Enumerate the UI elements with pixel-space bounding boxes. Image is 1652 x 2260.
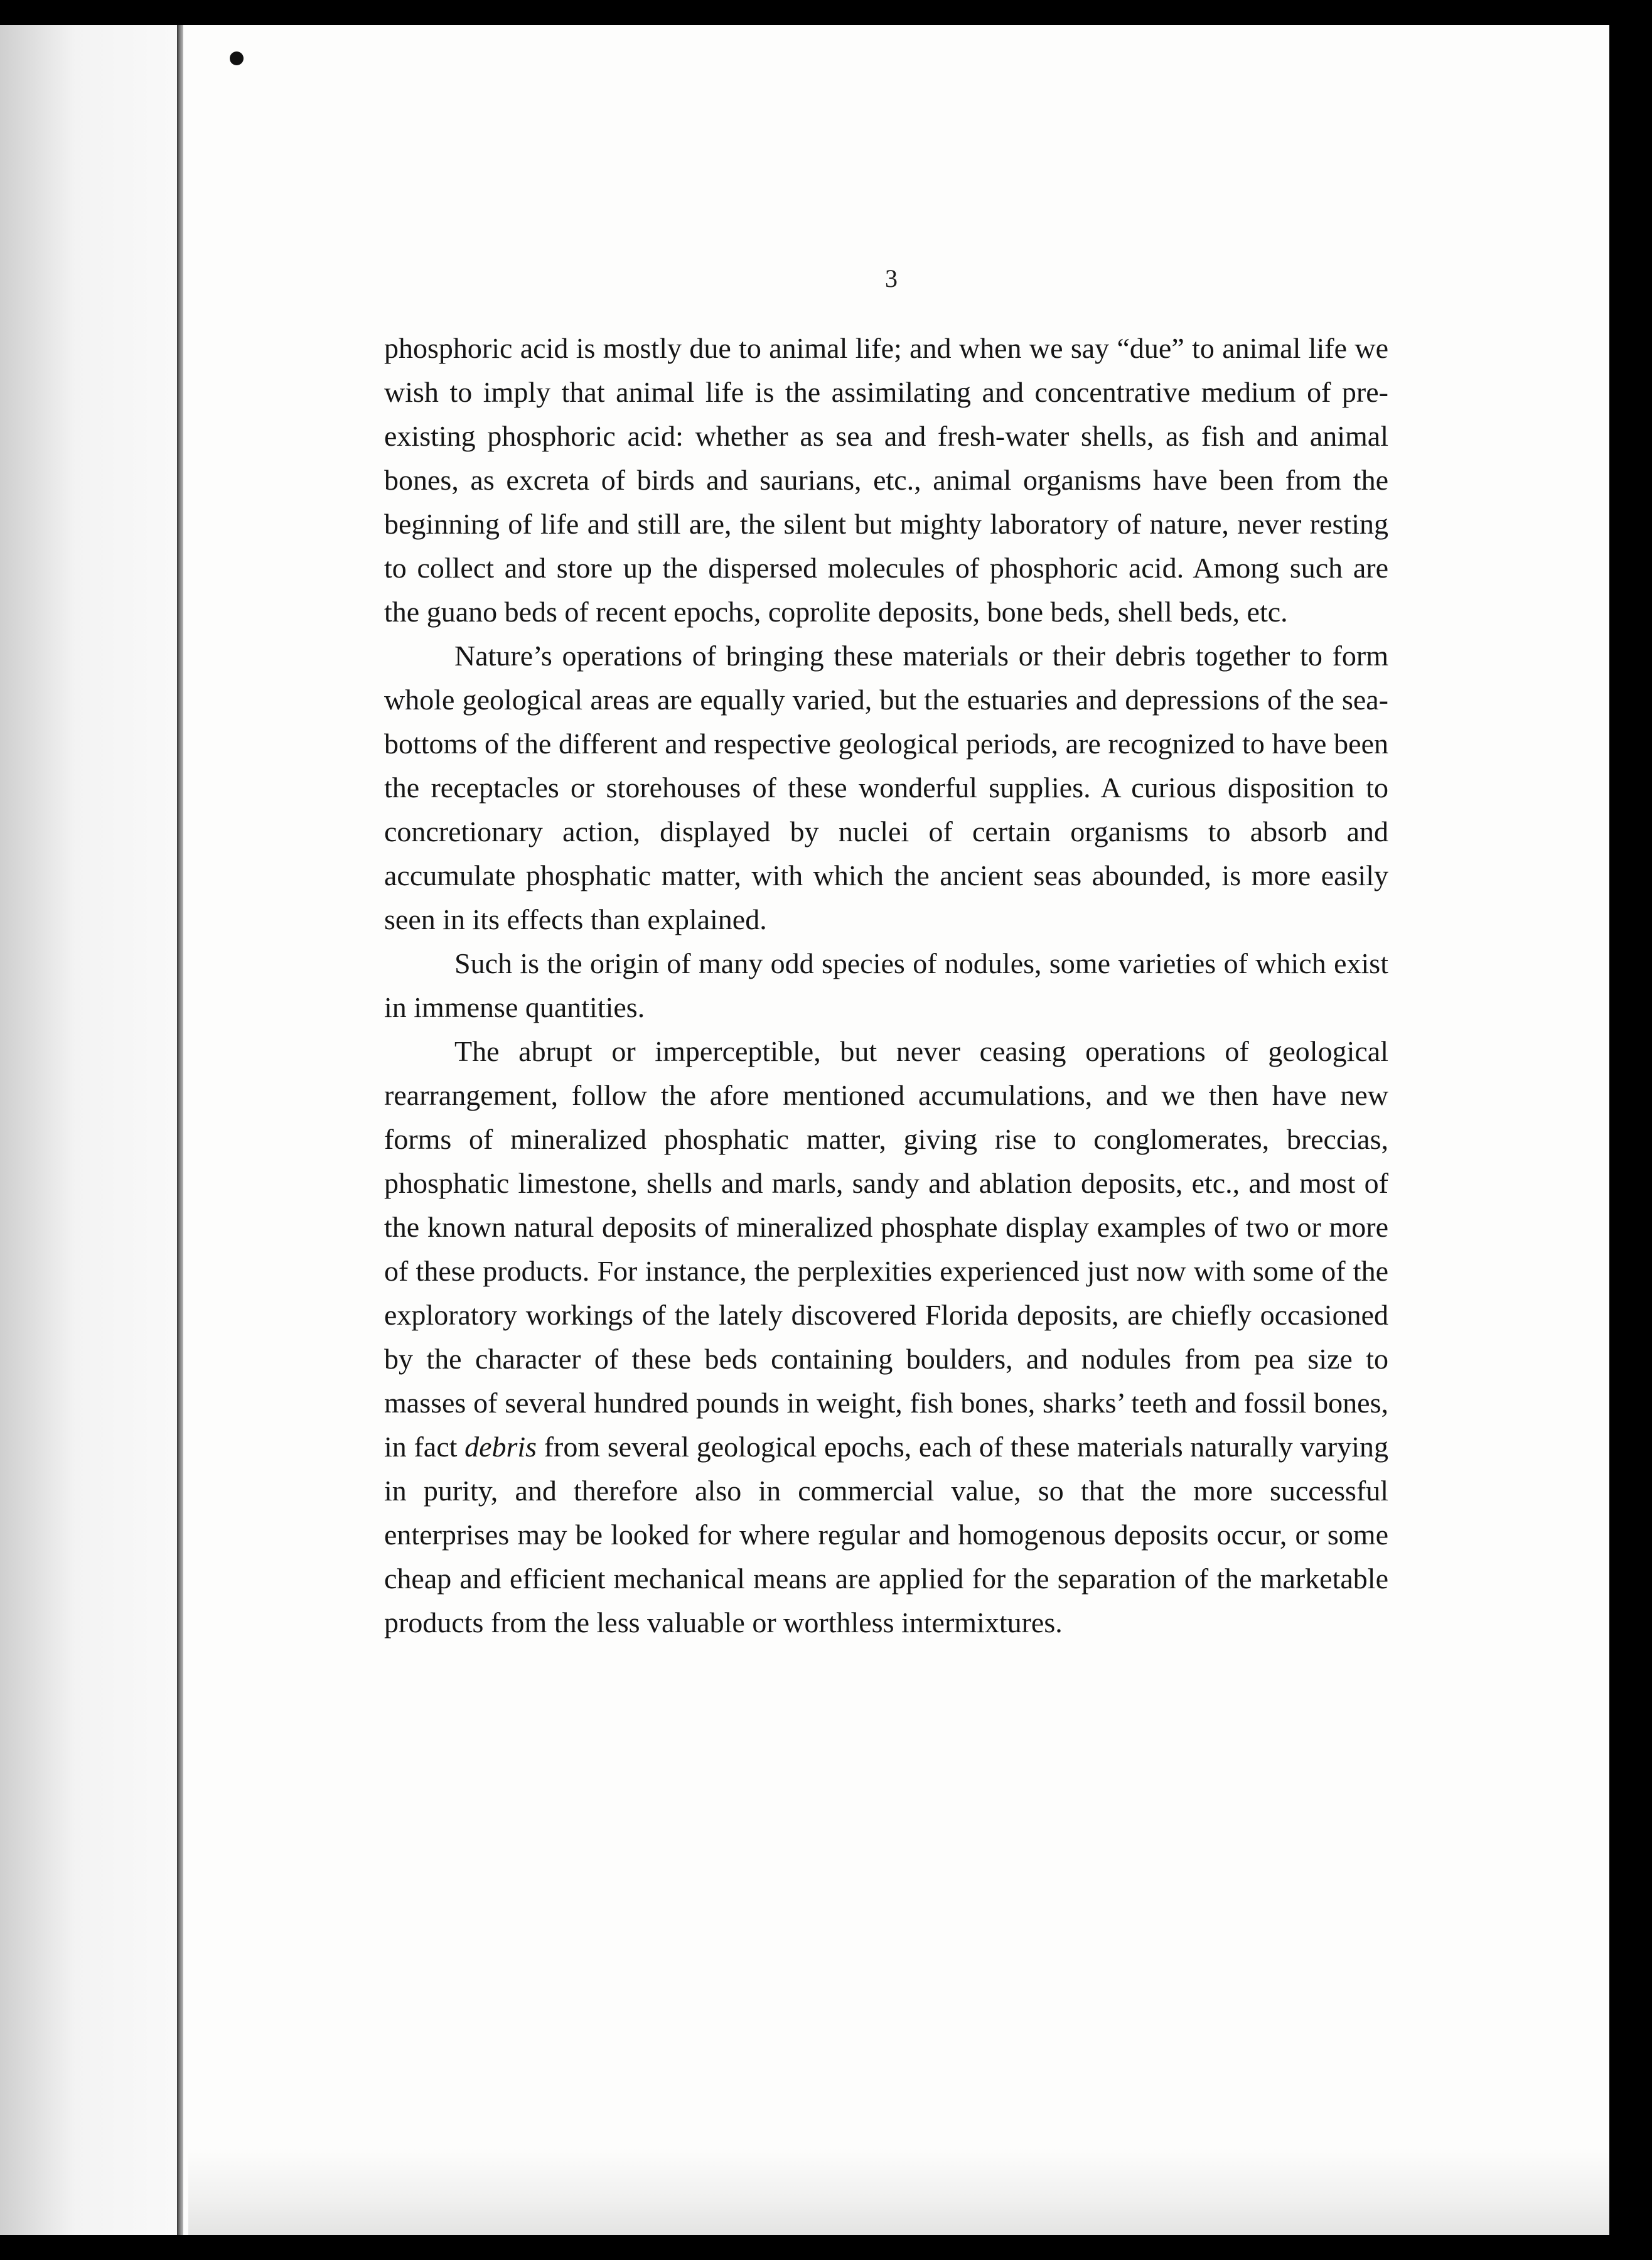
paragraph-text-before-italic: The abrupt or imperceptible, but never ceasing operations of geological rearrangement, follow the afore mentioned accumulations, and we then have new forms of mineralized phosphatic matter, giving rise to conglomerates, breccias, phosphatic limestone, shells and marls, sandy and ablation deposits, etc., and most of the known natural deposits of mineralized phosphate display examples of two or more of these products. For instance, the perplexities experienced just now with some of the exploratory workings of the lately discovered Florida deposits, are chiefly occasioned by the character of these beds containing boulders, and nodules from pea size to masses of several hundred pounds in weight, fish bones, sharks’ teeth and fossil bones, in fact [384, 1035, 1388, 1463]
page-gutter-shadow [177, 25, 183, 2235]
paragraph-natures-operations: Nature’s operations of bringing these materials or their debris together to form whole geological areas are equally varied, but the estuaries and depressions of the sea-bottoms of the different and respective geological periods, are recognized to have been the receptacles or storehouses of these wonderful supplies. A curious disposition to concretionary action, displayed by nuclei of certain organisms to absorb and accumulate phosphatic matter, with which the ancient seas abounded, is more easily seen in its effects than explained. [384, 640, 1388, 935]
page-number: 3 [885, 264, 898, 293]
page-bottom-shadow [188, 2147, 1609, 2235]
paragraph-geological-rearrangement [384, 1030, 1388, 1645]
body-text [384, 326, 1388, 1645]
paragraph-text-after-italic: from several geological epochs, each of these materials naturally varying in purity, and therefore also in commercial value, so that the more successful enterprises may be looked for where regular and homogenous deposits occur, or some cheap and efficient mechanical means are applied for the separation of the marketable products from the less valuable or worthless intermixtures. [384, 1431, 1388, 1638]
facing-page-edge [0, 25, 188, 2235]
paragraph-phosphoric-acid: phosphoric acid is mostly due to animal life; and when we say “due” to animal life we wish to imply that animal life is the assimilating and concentrative medium of pre-existing phosphoric acid: whether as sea and fresh-water shells, as fish and animal bones, as excreta of birds and saurians, etc., animal organisms have been from the beginning of life and still are, the silent but mighty laboratory of nature, never resting to collect and store up the dispersed molecules of phosphoric acid. Among such are the guano beds of recent epochs, coprolite deposits, bone beds, shell beds, etc. [384, 332, 1388, 628]
paragraph-origin-of-nodules: Such is the origin of many odd species of nodules, some varieties of which exist in immense quantities. [384, 947, 1388, 1023]
italic-term-debris: debris [464, 1431, 537, 1463]
ink-dot-mark [230, 51, 244, 65]
